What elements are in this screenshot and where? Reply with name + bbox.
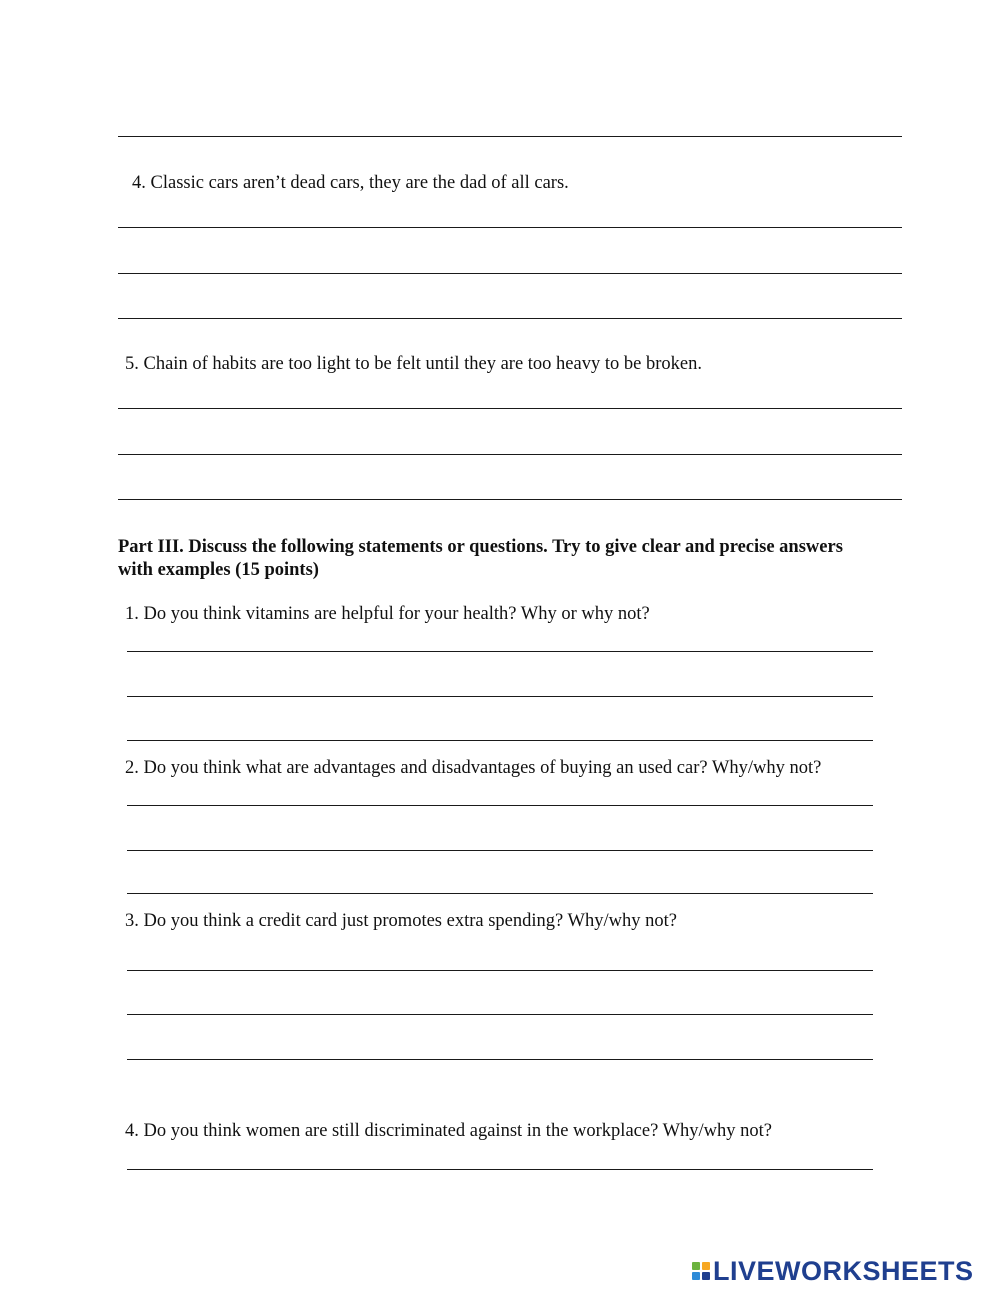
question-2: 2. Do you think what are advantages and disadvantages of buying an used car? Why/why not? — [125, 758, 822, 778]
answer-line[interactable] — [118, 273, 902, 274]
answer-line[interactable] — [118, 136, 902, 137]
statement-5: 5. Chain of habits are too light to be felt until they are too heavy to be broken. — [125, 354, 702, 374]
answer-line[interactable] — [127, 651, 873, 652]
answer-line[interactable] — [127, 1014, 873, 1015]
logo-square-green — [692, 1262, 700, 1270]
logo-text: LIVEWORKSHEETS — [713, 1256, 974, 1286]
logo-square-orange — [702, 1262, 710, 1270]
answer-line[interactable] — [118, 454, 902, 455]
answer-line[interactable] — [127, 970, 873, 971]
part-3-heading: Part III. Discuss the following statements or questions. Try to give clear and precise answers with examples (15 points) — [118, 537, 843, 580]
answer-line[interactable] — [127, 805, 873, 806]
answer-line[interactable] — [127, 696, 873, 697]
question-3: 3. Do you think a credit card just promotes extra spending? Why/why not? — [125, 911, 677, 931]
statement-4: 4. Classic cars aren’t dead cars, they are the dad of all cars. — [132, 173, 569, 193]
question-1: 1. Do you think vitamins are helpful for your health? Why or why not? — [125, 604, 650, 624]
answer-line[interactable] — [127, 740, 873, 741]
answer-line[interactable] — [118, 499, 902, 500]
answer-line[interactable] — [118, 318, 902, 319]
answer-line[interactable] — [127, 850, 873, 851]
answer-line[interactable] — [127, 1169, 873, 1170]
question-4: 4. Do you think women are still discriminated against in the workplace? Why/why not? — [125, 1121, 773, 1141]
answer-line[interactable] — [127, 893, 873, 894]
liveworksheets-logo[interactable] — [692, 1256, 974, 1286]
logo-square-blue — [692, 1272, 700, 1280]
answer-line[interactable] — [127, 1059, 873, 1060]
logo-mark-icon — [692, 1262, 710, 1280]
answer-line[interactable] — [118, 408, 902, 409]
logo-square-navy — [702, 1272, 710, 1280]
answer-line[interactable] — [118, 227, 902, 228]
